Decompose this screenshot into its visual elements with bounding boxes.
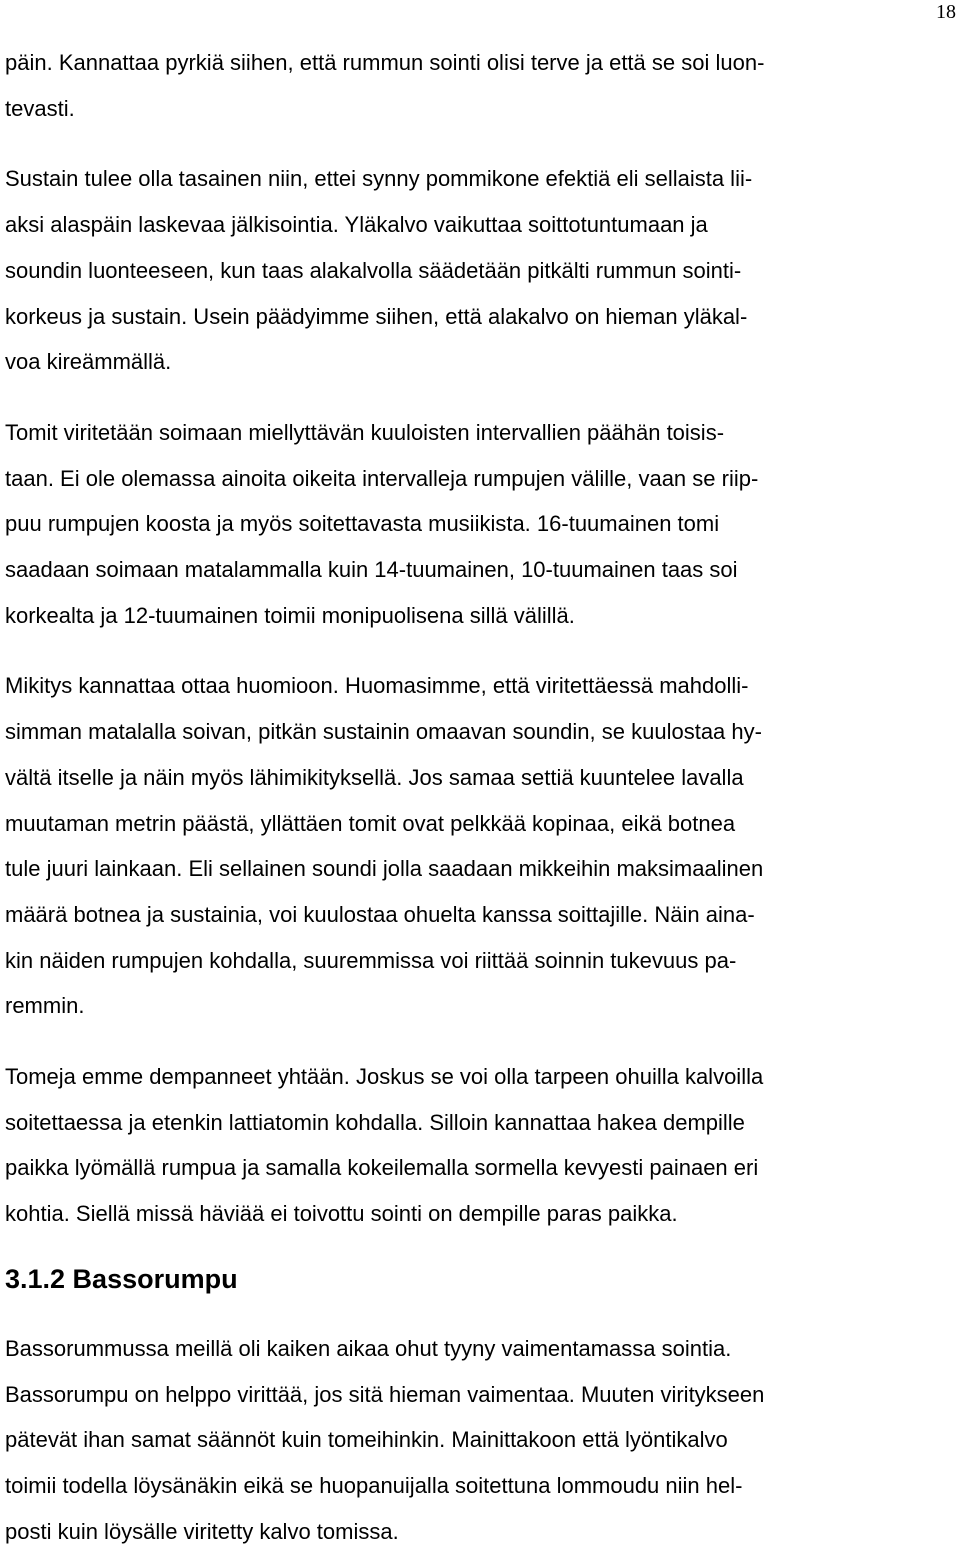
paragraph-bass-drum: Bassorummussa meillä oli kaiken aikaa ohut tyyny vaimentamassa sointia. Bassorumpu on helppo virittää, jos sitä hieman vaimentaa. Muuten viritykseen pätevät ihan samat säännöt kuin tomeihinkin. Mainittakoon että lyöntikalvo toimii todella löysänäkin eikä se huopanuijalla soitettuna lommoudu niin hel- posti kuin löysälle viritetty kalvo tomissa. (5, 1335, 765, 1544)
document-body (5, 40, 925, 1554)
paragraph-tuning-intro: päin. Kannattaa pyrkiä siihen, että rummun sointi olisi terve ja että se soi luon- tevasti. (5, 50, 765, 121)
page-number: 18 (936, 1, 956, 23)
paragraph-sustain: Sustain tulee olla tasainen niin, ettei synny pommikone efektiä eli sellaista lii- aksi alaspäin laskevaa jälkisointia. Yläkalvo vaikuttaa soittotuntumaan ja soundin luonteeseen, kun taas alakalvolla säädetään pitkälti rummun sointi- korkeus ja sustain. Usein päädyimme siihen, että alakalvo on hieman yläkal- voa kireämmällä. (5, 166, 753, 375)
paragraph-tom-intervals: Tomit viritetään soimaan miellyttävän kuuloisten intervallien päähän toisis- taan. Ei ole olemassa ainoita oikeita intervalleja rumpujen välille, vaan se riip- puu rumpujen koosta ja myös soitettavasta musiikista. 16-tuumainen tomi saadaan soimaan matalammalla kuin 14-tuumainen, 10-tuumainen taas soi korkealta ja 12-tuumainen toimii monipuolisena sillä välillä. (5, 419, 759, 628)
paragraph-dampening: Tomeja emme dempanneet yhtään. Joskus se voi olla tarpeen ohuilla kalvoilla soitettaessa ja etenkin lattiatomin kohdalla. Silloin kannattaa hakea dempille paikka lyömällä rumpua ja samalla kokeilemalla sormella kevyesti painaen eri kohtia. Siellä missä häviää ei toivottu sointi on dempille paras paikka. (5, 1064, 764, 1227)
paragraph-miking: Mikitys kannattaa ottaa huomioon. Huomasimme, että viritettäessä mahdolli- simman matalalla soivan, pitkän sustainin omaavan soundin, se kuulostaa hy- vältä itselle ja näin myös lähimikityksellä. Jos samaa settiä kuuntelee lavalla muutaman metrin päästä, yllättäen tomit ovat pelkkää kopinaa, eikä botnea tule juuri lainkaan. Eli sellainen soundi jolla saadaan mikkeihin maksimaalinen määrä botnea ja sustainia, voi kuulostaa ohuelta kanssa soittajille. Näin aina- kin näiden rumpujen kohdalla, suuremmissa voi riittää soinnin tukevuus pa- remmin. (5, 673, 764, 1019)
section-heading: 3.1.2 Bassorumpu (5, 1263, 238, 1294)
